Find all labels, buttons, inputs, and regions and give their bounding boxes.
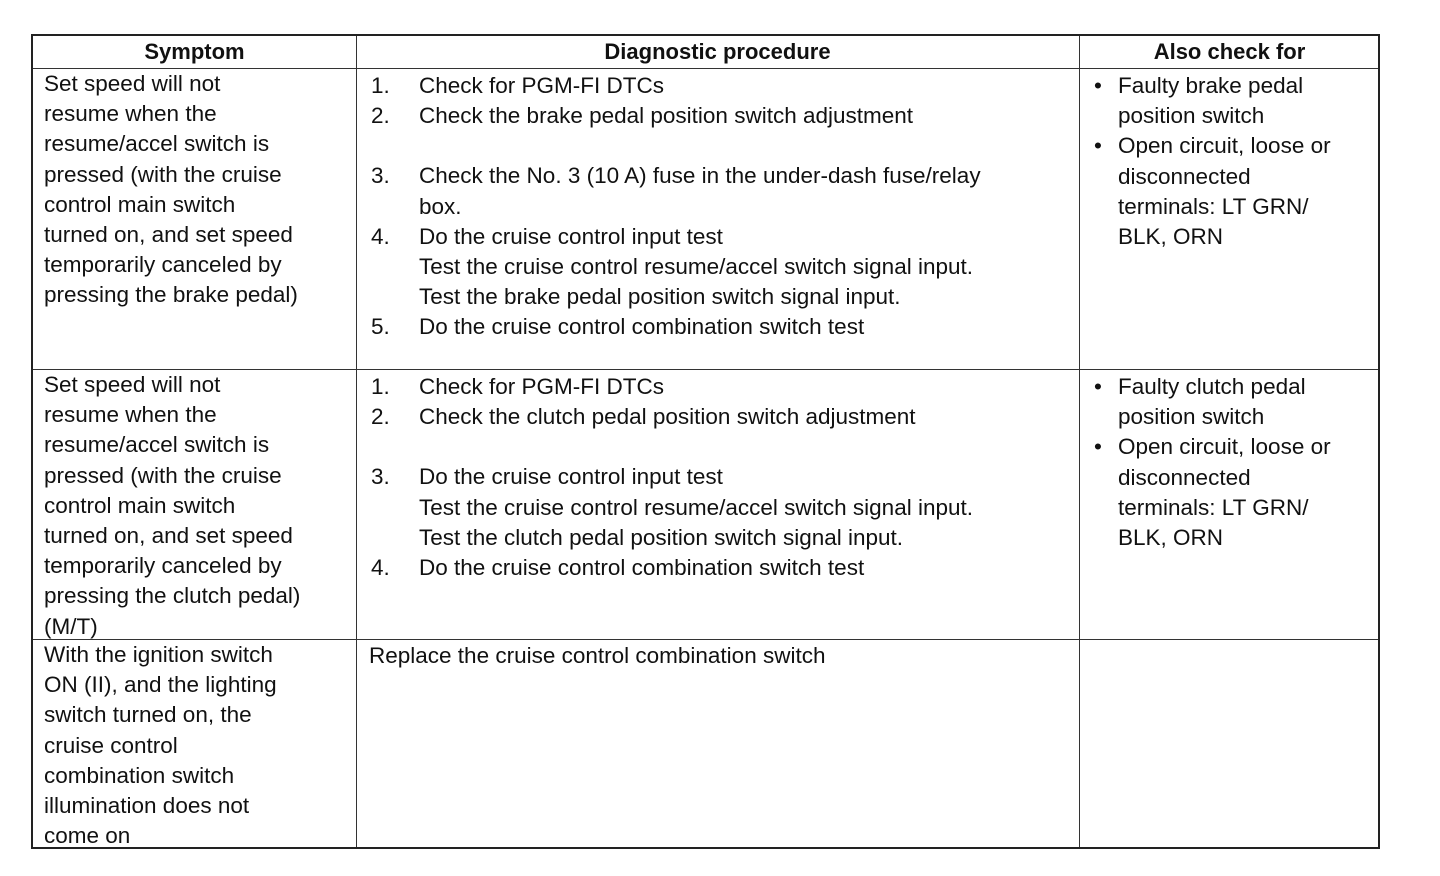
step-text: box.: [419, 193, 462, 219]
step-number: 1.: [371, 374, 390, 399]
symptom-line: control main switch: [44, 492, 236, 518]
step-text: Do the cruise control combination switch test: [419, 555, 865, 581]
symptom-line: illumination does not: [44, 793, 250, 819]
also-check-text: disconnected: [1118, 163, 1251, 189]
bullet-icon: •: [1094, 434, 1102, 460]
procedure-step: [357, 372, 973, 402]
header-also-check: Also check for: [1153, 39, 1306, 64]
step-text: Test the cruise control resume/accel switch signal input.: [419, 254, 973, 280]
procedure-step: [357, 222, 981, 313]
row-3-procedure: Replace the cruise control combination switch: [369, 643, 826, 668]
also-check-item: [1080, 71, 1331, 131]
symptom-line: switch turned on, the: [44, 702, 252, 728]
procedure-step: [357, 312, 981, 342]
symptom-line: With the ignition switch: [44, 642, 273, 667]
step-number: 4.: [371, 555, 390, 581]
also-check-text: disconnected: [1118, 464, 1251, 490]
header-symptom: Symptom: [144, 39, 245, 64]
symptom-line: pressed (with the cruise: [44, 462, 282, 488]
step-number: 2.: [371, 404, 390, 430]
bullet-icon: •: [1094, 73, 1102, 98]
step-text: Test the clutch pedal position switch signal input.: [419, 524, 904, 550]
row-1-symptom: [44, 69, 298, 311]
step-text: Test the cruise control resume/accel switch signal input.: [419, 494, 973, 520]
procedure-step: [357, 462, 973, 553]
symptom-line: turned on, and set speed: [44, 222, 293, 248]
header-procedure: Diagnostic procedure: [604, 39, 831, 64]
also-check-text: Open circuit, loose or: [1118, 133, 1331, 159]
also-check-text: BLK, ORN: [1118, 224, 1224, 250]
step-number: 3.: [371, 163, 390, 189]
also-check-item: [1080, 131, 1331, 252]
also-check-item: [1080, 432, 1331, 553]
step-text: Check for PGM-FI DTCs: [419, 374, 665, 399]
step-text: Check the clutch pedal position switch adjustment: [419, 404, 916, 430]
also-check-text: terminals: LT GRN/: [1118, 193, 1309, 219]
also-check-item: [1080, 372, 1331, 432]
symptom-line: resume when the: [44, 402, 217, 428]
row-3-symptom: [44, 640, 277, 851]
row-2-also-check: [1080, 372, 1331, 553]
symptom-line: resume when the: [44, 101, 217, 127]
row-1-also-check: [1080, 71, 1331, 252]
bullet-icon: •: [1094, 133, 1102, 159]
also-check-text: Open circuit, loose or: [1118, 434, 1331, 460]
symptom-line: Set speed will not: [44, 71, 221, 96]
symptom-line: pressed (with the cruise: [44, 161, 282, 187]
procedure-step: [357, 71, 981, 101]
diagnostic-table: [31, 34, 1380, 849]
symptom-line: (M/T): [44, 613, 98, 639]
symptom-line: temporarily canceled by: [44, 252, 282, 278]
symptom-line: Set speed will not: [44, 372, 221, 397]
symptom-line: pressing the brake pedal): [44, 282, 298, 308]
procedure-step: [357, 101, 981, 131]
row-2-symptom: [44, 370, 300, 642]
step-text: Test the brake pedal position switch signal input.: [419, 284, 901, 310]
step-number: 5.: [371, 314, 390, 340]
procedure-step: [357, 553, 973, 583]
step-number: 3.: [371, 464, 390, 490]
procedure-step: [357, 161, 981, 221]
symptom-line: ON (II), and the lighting: [44, 672, 277, 698]
also-check-text: Faulty brake pedal: [1118, 73, 1304, 98]
row-1-procedure: [357, 71, 981, 343]
symptom-line: temporarily canceled by: [44, 553, 282, 579]
symptom-line: pressing the clutch pedal): [44, 583, 301, 609]
step-number: 1.: [371, 73, 390, 98]
step-number: 4.: [371, 223, 390, 249]
symptom-line: resume/accel switch is: [44, 432, 270, 458]
step-text: Do the cruise control input test: [419, 223, 723, 249]
symptom-line: turned on, and set speed: [44, 523, 293, 549]
also-check-text: BLK, ORN: [1118, 525, 1224, 551]
step-text: Check the brake pedal position switch adjustment: [419, 103, 914, 129]
also-check-text: position switch: [1118, 404, 1265, 430]
step-text: Do the cruise control input test: [419, 464, 723, 490]
bullet-icon: •: [1094, 374, 1102, 399]
symptom-line: come on: [44, 823, 131, 849]
also-check-text: position switch: [1118, 103, 1265, 129]
also-check-text: terminals: LT GRN/: [1118, 494, 1309, 520]
procedure-step: [357, 402, 973, 432]
symptom-line: combination switch: [44, 762, 235, 788]
step-number: 2.: [371, 103, 390, 129]
step-text: Do the cruise control combination switch test: [419, 314, 865, 340]
also-check-text: Faulty clutch pedal: [1118, 374, 1306, 399]
row-2-procedure: [357, 372, 973, 583]
symptom-line: cruise control: [44, 732, 178, 758]
symptom-line: control main switch: [44, 191, 236, 217]
step-text: Check for PGM-FI DTCs: [419, 73, 665, 98]
symptom-line: resume/accel switch is: [44, 131, 270, 157]
step-text: Check the No. 3 (10 A) fuse in the under-dash fuse/relay: [419, 163, 981, 189]
